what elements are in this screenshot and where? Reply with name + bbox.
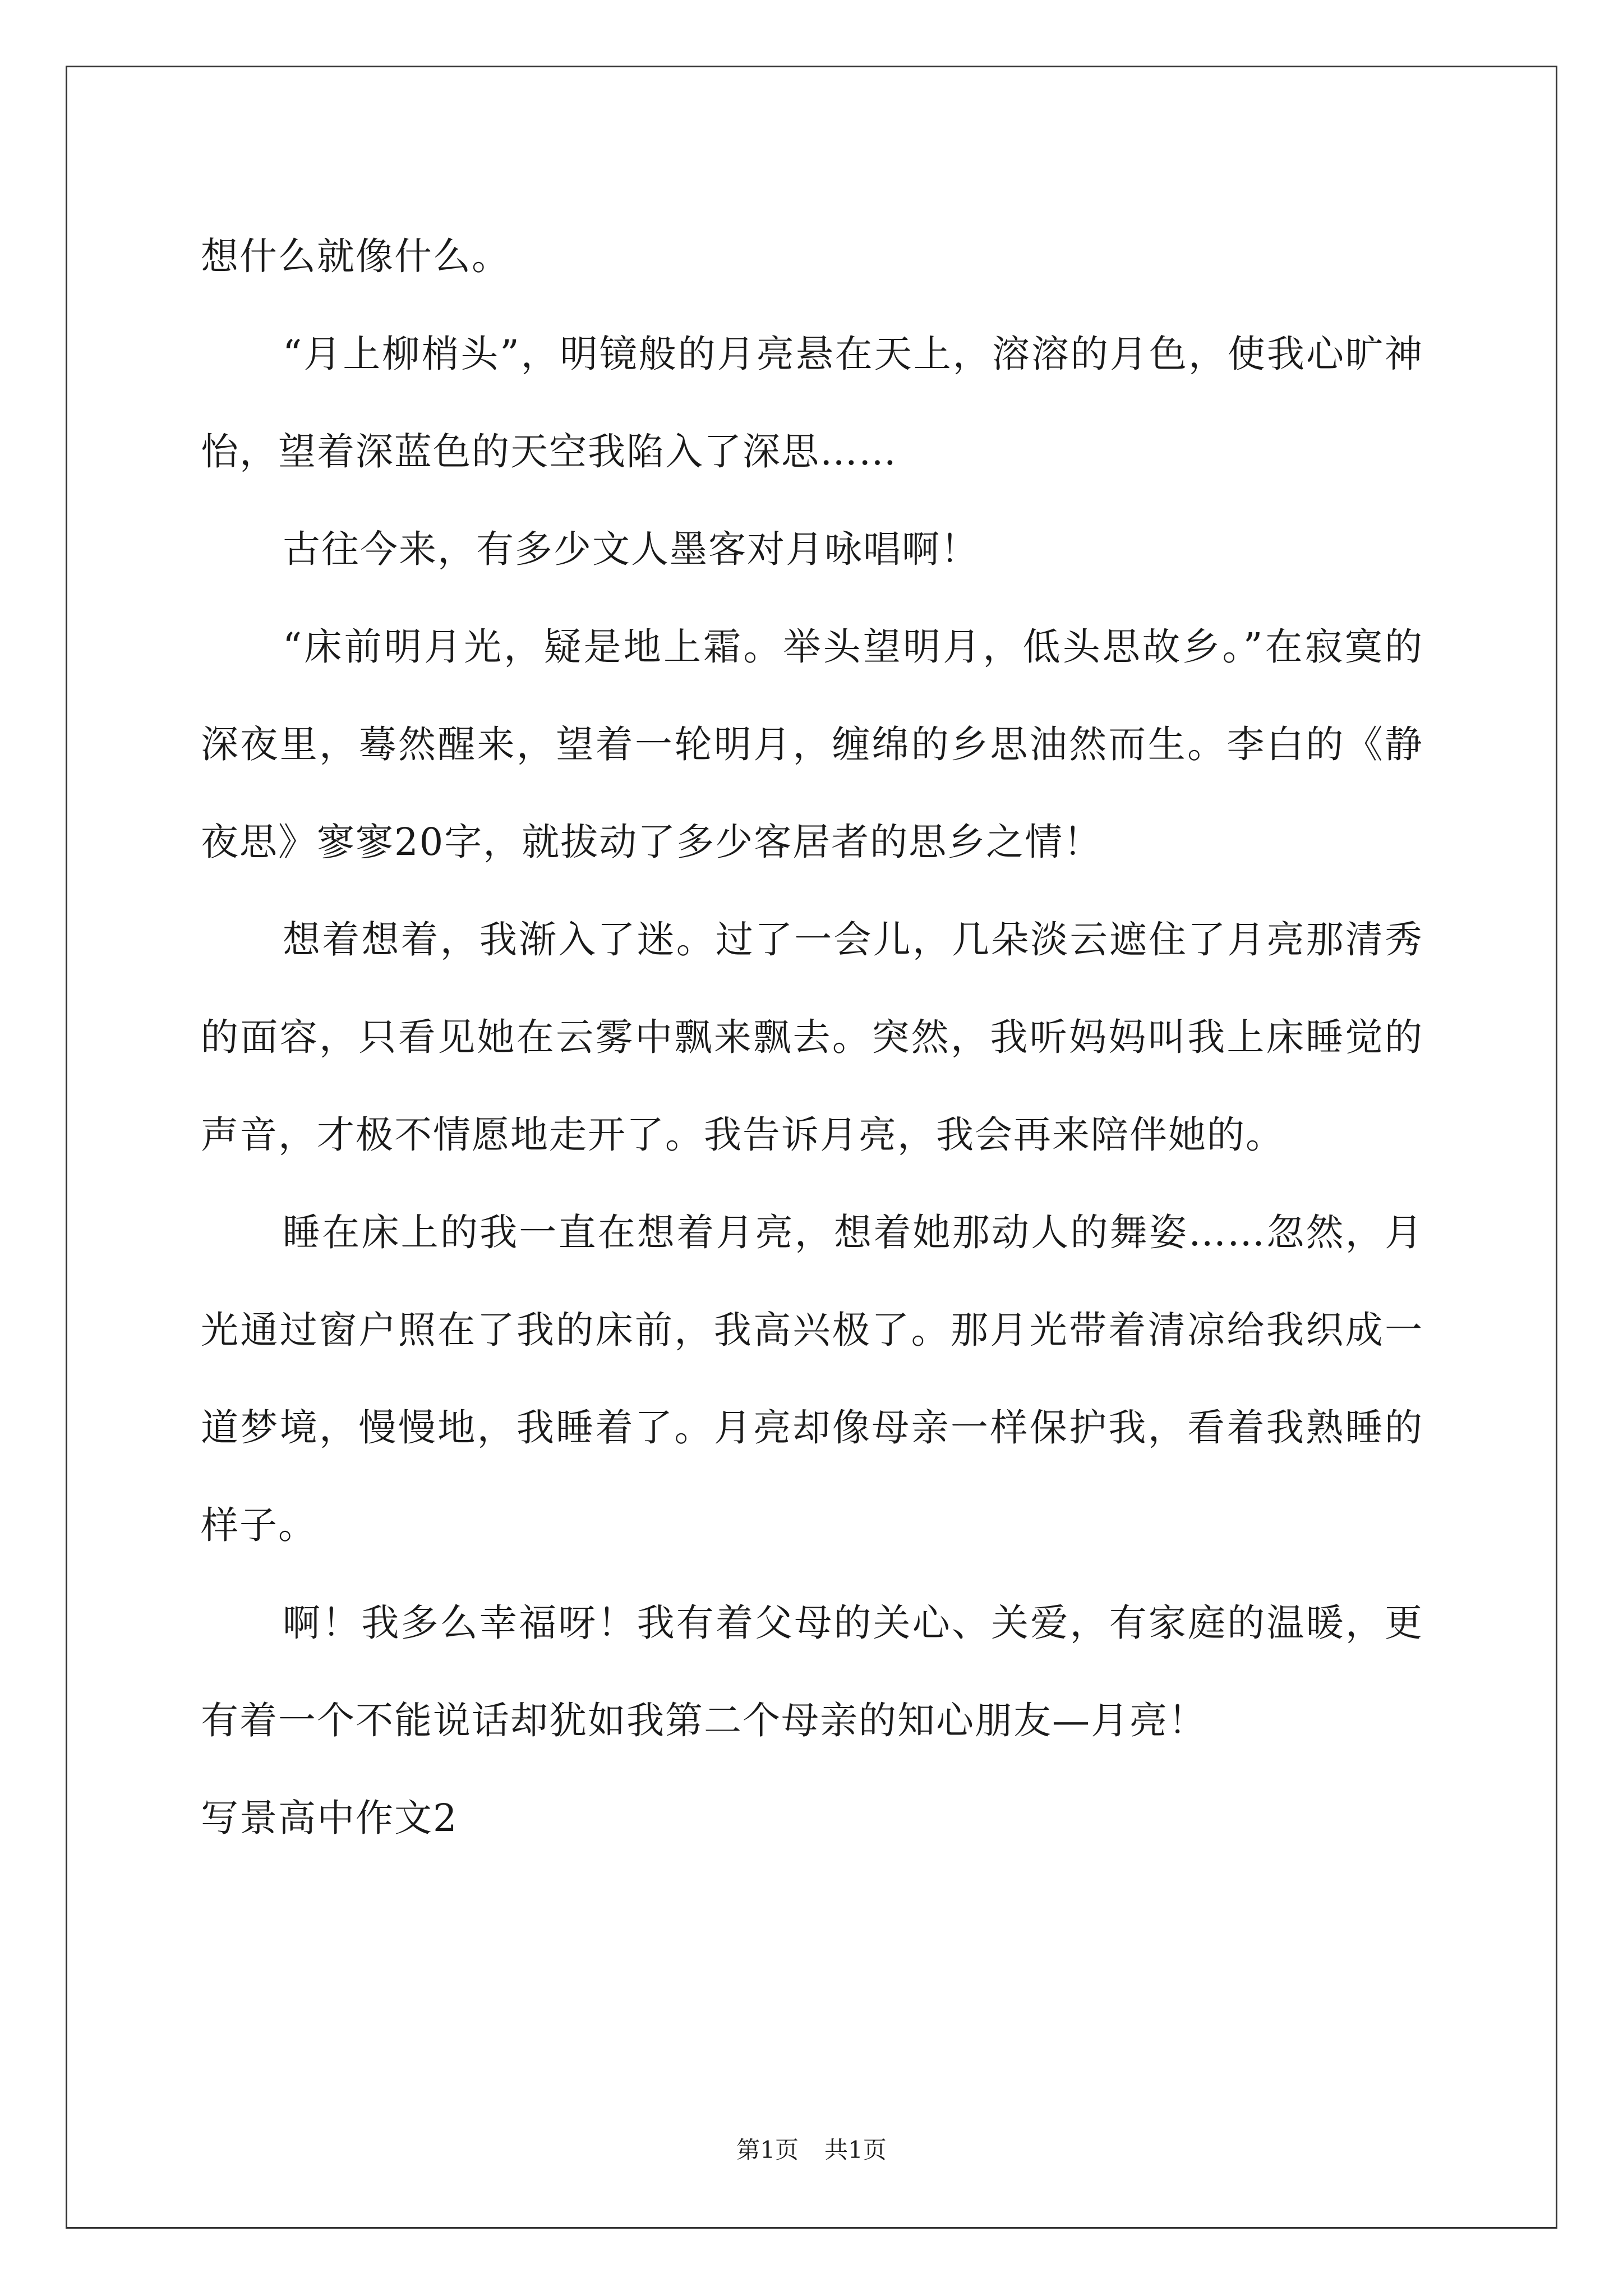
paragraph-6: 睡在床上的我一直在想着月亮，想着她那动人的舞姿……忽然，月光通过窗户照在了我的床前，我高兴极了。那月光带着清凉给我织成一道梦境，慢慢地，我睡着了。月亮却像母亲一样保护我，看着我熟睡的样子。 [201,1211,1423,1547]
paragraph-2: “月上柳梢头”，明镜般的月亮悬在天上，溶溶的月色，使我心旷神怡，望着深蓝色的天空我陷入了深思…… [201,332,1423,473]
page-number: 第1页 [736,2136,799,2164]
paragraph-1: 想什么就像什么。 [201,234,510,278]
page-total: 共1页 [824,2136,887,2164]
section-heading: 写景高中作文2 [201,1796,458,1840]
document-body [201,208,1423,1867]
paragraph-3: 古往今来，有多少文人墨客对月咏唱啊！ [283,527,979,571]
page-footer [0,2136,1623,2164]
paragraph-7: 啊！我多么幸福呀！我有着父母的关心、关爱，有家庭的温暖，更有着一个不能说话却犹如我第二个母亲的知心朋友—月亮！ [201,1601,1423,1742]
paragraph-5: 想着想着，我渐入了迷。过了一会儿，几朵淡云遮住了月亮那清秀的面容，只看见她在云雾中飘来飘去。突然，我听妈妈叫我上床睡觉的声音，才极不情愿地走开了。我告诉月亮，我会再来陪伴她的。 [201,918,1423,1157]
paragraph-4: “床前明月光，疑是地上霜。举头望明月，低头思故乡。”在寂寞的深夜里，蓦然醒来，望着一轮明月，缠绵的乡思油然而生。李白的《静夜思》寥寥20字，就拔动了多少客居者的思乡之情！ [201,625,1423,864]
